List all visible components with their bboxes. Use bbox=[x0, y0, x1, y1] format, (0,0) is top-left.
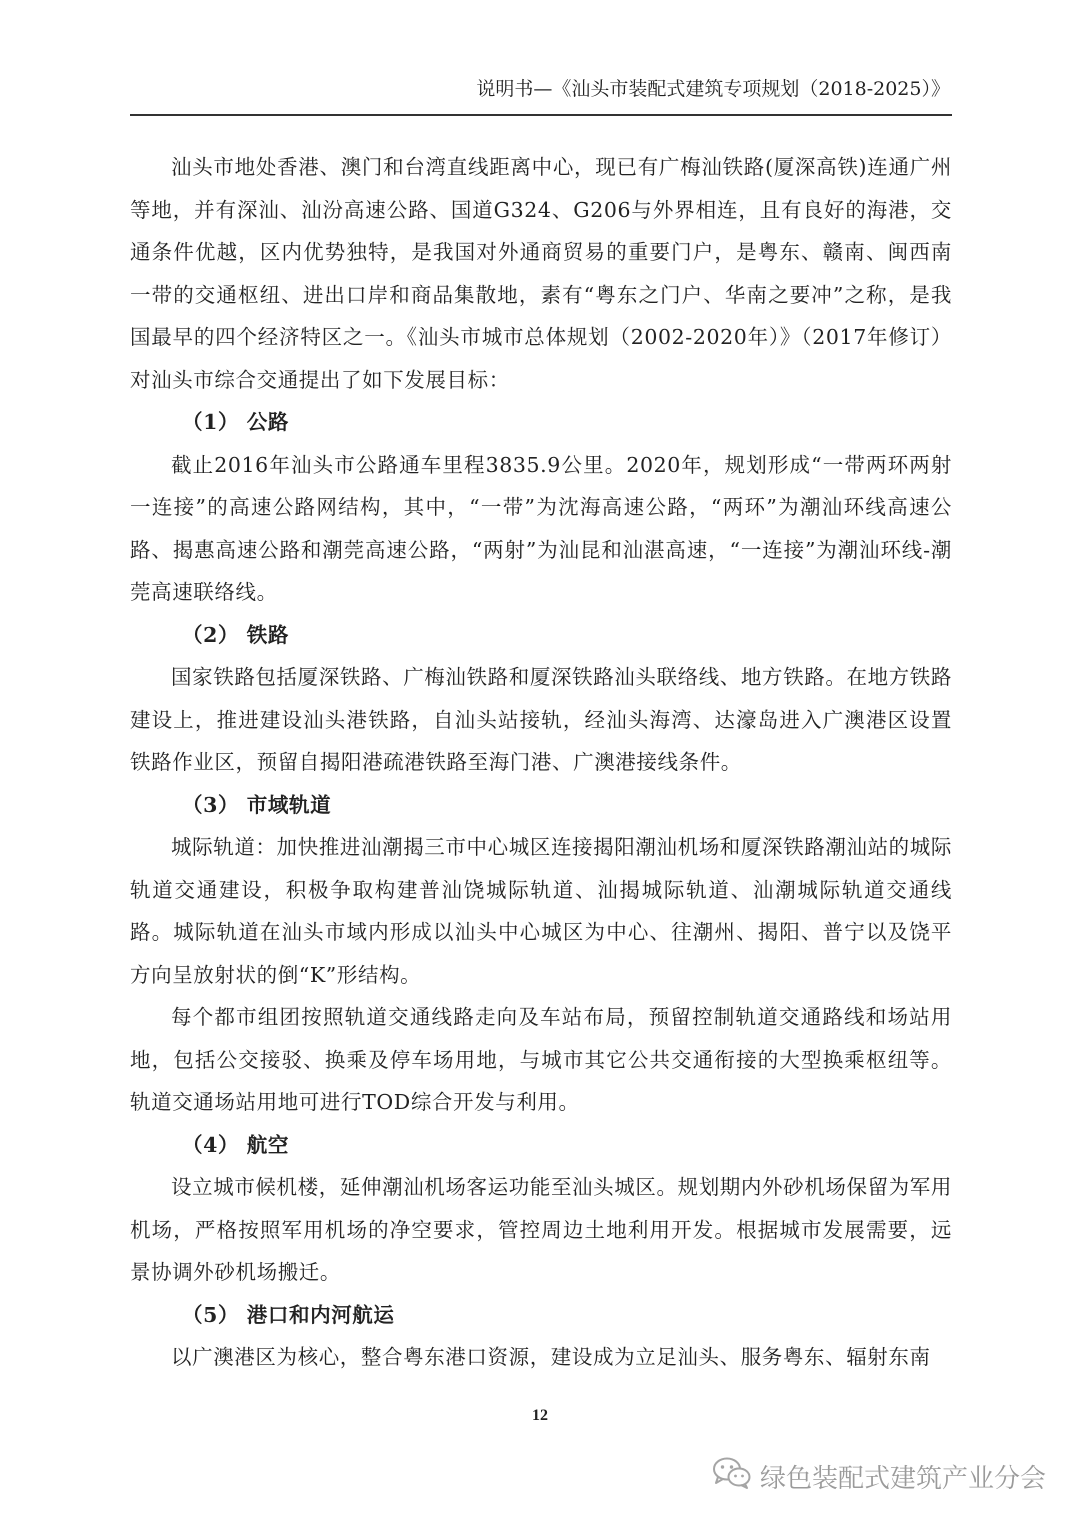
document-body bbox=[130, 146, 952, 1379]
paragraph-rail-land-use: 每个都市组团按照轨道交通线路走向及车站布局，预留控制轨道交通路线和场站用地，包括公交接驳、换乘及停车场用地，与城市其它公共交通衔接的大型换乘枢纽等。轨道交通场站用地可进行TOD综合开发与利用。 bbox=[130, 1005, 952, 1114]
paragraph-aviation: 设立城市候机楼，延伸潮汕机场客运功能至汕头城区。规划期内外砂机场保留为军用机场，严格按照军用机场的净空要求，管控周边土地利用开发。根据城市发展需要，远景协调外砂机场搬迁。 bbox=[130, 1175, 952, 1284]
paragraph-railway: 国家铁路包括厦深铁路、广梅汕铁路和厦深铁路汕头联络线、地方铁路。在地方铁路建设上，推进建设汕头港铁路，自汕头站接轨，经汕头海湾、达濠岛进入广澳港区设置铁路作业区，预留自揭阳港疏港铁路至海门港、广澳港接线条件。 bbox=[130, 665, 952, 774]
section-heading-railway: （2） 铁路 bbox=[182, 622, 290, 647]
watermark-text: 绿色装配式建筑产业分会 bbox=[759, 1464, 1046, 1494]
section-heading-urban-rail: （3） 市域轨道 bbox=[182, 792, 332, 817]
page-number: 12 bbox=[532, 1407, 548, 1424]
paragraph-highway: 截止2016年汕头市公路通车里程3835.9公里。2020年，规划形成“一带两环两射一连接”的高速公路网结构，其中，“一带”为沈海高速公路，“两环”为潮汕环线高速公路、揭惠高速公路和潮莞高速公路，“两射”为汕昆和汕湛高速，“一连接”为潮汕环线-潮莞高速联络线。 bbox=[130, 452, 952, 604]
document-title-header: 说明书—《汕头市装配式建筑专项规划（2018-2025）》 bbox=[476, 78, 950, 100]
paragraph-intercity-rail: 城际轨道：加快推进汕潮揭三市中心城区连接揭阳潮汕机场和厦深铁路潮汕站的城际轨道交通建设，积极争取构建普汕饶城际轨道、汕揭城际轨道、汕潮城际轨道交通线路。城际轨道在汕头市域内形成以汕头中心城区为中心、往潮州、揭阳、普宁以及饶平方向呈放射状的倒“K”形结构。 bbox=[130, 835, 952, 987]
watermark bbox=[712, 1456, 1046, 1497]
section-heading-aviation: （4） 航空 bbox=[182, 1132, 290, 1157]
paragraph-intro: 汕头市地处香港、澳门和台湾直线距离中心，现已有广梅汕铁路(厦深高铁)连通广州等地，并有深汕、汕汾高速公路、国道G324、G206与外界相连，且有良好的海港，交通条件优越，区内优势独特，是我国对外通商贸易的重要门户，是粤东、赣南、闽西南一带的交通枢纽、进出口岸和商品集散地，素有“粤东之门户、华南之要冲”之称，是我国最早的四个经济特区之一。《汕头市城市总体规划（2002-2020年）》（2017年修订）对汕头市综合交通提出了如下发展目标： bbox=[130, 155, 952, 392]
header-divider bbox=[130, 114, 952, 116]
section-heading-port: （5） 港口和内河航运 bbox=[182, 1302, 395, 1327]
paragraph-port: 以广澳港区为核心，整合粤东港口资源，建设成为立足汕头、服务粤东、辐射东南 bbox=[171, 1345, 931, 1369]
section-heading-highway: （1） 公路 bbox=[182, 410, 290, 434]
wechat-icon bbox=[712, 1456, 752, 1497]
